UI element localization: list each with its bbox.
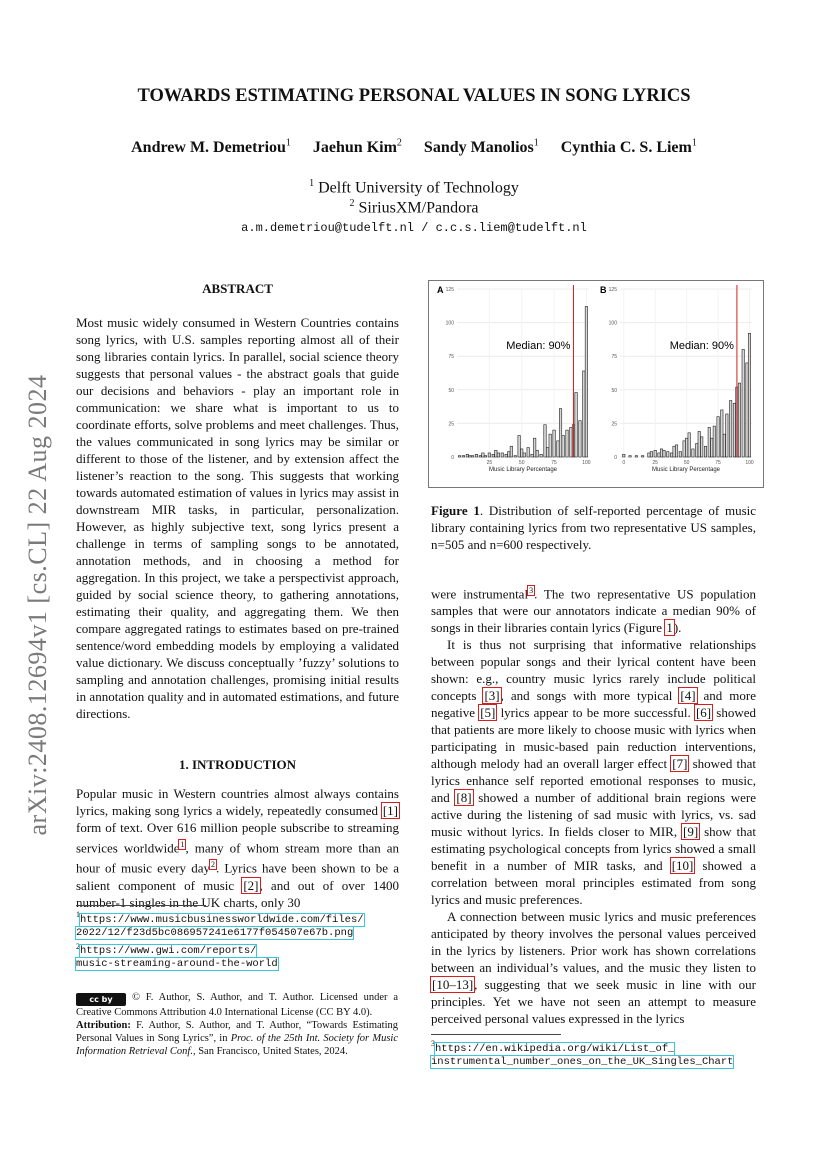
affiliation: $^2$ SiriusXM/Pandora	[349, 198, 479, 217]
bar	[688, 433, 690, 457]
bar	[698, 431, 700, 457]
footnote-link[interactable]: 2022/12/f23d5bc086957241e6177f054507e67b.png	[76, 926, 354, 939]
arxiv-sidebar	[18, 355, 58, 855]
bar	[471, 456, 473, 457]
y-tick-label: 125	[445, 287, 454, 293]
author: Sandy Manolios$^1$	[423, 138, 539, 157]
bar	[475, 454, 477, 457]
footnote-link[interactable]: music-streaming-around-the-world	[76, 958, 278, 970]
bar	[623, 454, 625, 457]
affiliation: $^1$ Delft University of Technology	[309, 178, 519, 197]
bar	[650, 452, 652, 457]
bar	[559, 409, 561, 457]
bar	[748, 333, 750, 457]
footnote: $^1$https://www.musicbusinessworldwide.com/files/ 2022/12/f23d5bc086957241e6177f054507e67b.png	[76, 910, 364, 939]
bar	[566, 430, 568, 457]
bar	[540, 454, 542, 457]
bar	[629, 456, 631, 457]
y-tick-label: 50	[611, 387, 617, 394]
author: Jaehun Kim$^2$	[312, 138, 402, 157]
author: Cynthia C. S. Liem$^1$	[560, 138, 697, 157]
y-tick-label: 75	[448, 354, 454, 361]
license-notice: cc by © F. Author, S. Author, and T. Author. Licensed under a Creative Commons Attribution 4.0 International License (CC BY 4.0). Attribution: F. Author, S. Author, and T. Author, “Towards Estimating Personal Values in Song Lyrics”, in Proc. of the 25th Int. Society for Music Information Retrieval Conf., San Francisco, United States, 2024.	[76, 992, 398, 1057]
bar	[742, 349, 744, 457]
citation-link[interactable]: [3]	[484, 688, 500, 704]
bar	[658, 453, 660, 457]
right-column	[431, 582, 756, 1027]
bar	[670, 453, 672, 457]
bar	[667, 452, 669, 457]
footnote-link[interactable]: instrumental_number_ones_on_the_UK_Singles_Chart	[431, 1055, 734, 1068]
abstract-text: Most music widely consumed in Western Countries contains song lyrics, with U.S. samples reporting almost all of their song libraries contain lyrics. In parallel, social science theory suggests that personal values - the abstract goals that guide our decisions and behaviors - play an important role in communication: we share what is important to us to coordinate efforts, solve problems and meet challenges. Thus, the values communicated in song lyrics may be similar or different to those of the listener, and by extension affect the listener’s reaction to the song. This suggests that working towards automated estimation of values in lyrics may assist in downstream MIR tasks, in particular, personalization. However, as highly subjective text, song lyrics present a challenge in terms of sampling songs to be annotated, annotation methods, and in choosing a method for aggregation. In this project, we take a perspectivist approach, guided by social science theory, to gathering annotations, estimating their quality, and aggregating them. We then compare aggregated ratings to estimates based on pre-trained sentence/word embedding models by employing a validated value dictionary. We discuss conceptually ’fuzzy’ solutions to sampling and annotation challenges, promising initial results in annotation quality and in automated estimations, and future directions.	[76, 315, 399, 721]
x-tick-label: 25	[486, 460, 493, 466]
y-tick-label: 25	[448, 421, 454, 428]
y-tick-label: 50	[448, 387, 454, 394]
bar	[635, 456, 637, 457]
bar	[520, 449, 522, 457]
bar	[579, 421, 581, 457]
bar	[531, 454, 533, 457]
bar	[717, 417, 719, 457]
bar	[546, 448, 548, 457]
bar	[685, 438, 687, 457]
x-tick-label: 50	[683, 460, 690, 466]
footnote-link[interactable]: https://www.musicbusinessworldwide.com/files/	[80, 913, 364, 926]
bar	[679, 452, 681, 457]
bar	[518, 435, 520, 457]
author-emails: a.m.demetriou@tudelft.nl / c.c.s.liem@tudelft.nl	[241, 221, 587, 235]
cc-by-badge: cc by	[76, 993, 126, 1006]
footnote-link[interactable]: https://en.wikipedia.org/wiki/List_of_	[435, 1042, 675, 1055]
citation-link[interactable]: [2]	[243, 877, 259, 893]
bar	[557, 441, 559, 457]
x-tick-label: 25	[652, 460, 658, 466]
x-tick-label: 50	[518, 460, 525, 466]
bar	[585, 306, 587, 457]
bar	[729, 401, 731, 457]
bar	[583, 371, 585, 457]
bar	[514, 456, 516, 457]
bar	[458, 456, 460, 457]
footnote-right: $^3$https://en.wikipedia.org/wiki/List_of_ instrumental_number_ones_on_the_UK_Singles_Chart	[431, 1039, 734, 1068]
bar	[508, 452, 510, 457]
bar	[553, 430, 555, 457]
bar	[462, 456, 464, 457]
abstract-heading: ABSTRACT	[202, 281, 273, 296]
bar	[536, 450, 538, 457]
bar	[488, 453, 490, 457]
citation-link[interactable]: [9]	[683, 824, 699, 840]
citation-link[interactable]: [5]	[480, 705, 496, 721]
y-tick-label: 100	[608, 320, 617, 327]
bar	[501, 453, 503, 457]
bar	[711, 438, 713, 457]
x-tick-label: 75	[551, 460, 557, 466]
bar	[746, 363, 748, 457]
x-tick-label: 75	[715, 460, 721, 466]
paper-title: TOWARDS ESTIMATING PERSONAL VALUES IN SONG LYRICS	[137, 86, 691, 106]
bar	[497, 453, 499, 457]
figure-1	[428, 280, 764, 488]
y-tick-label: 25	[611, 421, 617, 428]
x-tick-label: 100	[582, 460, 591, 466]
bar	[713, 426, 715, 457]
bar	[469, 456, 471, 457]
footnote-link[interactable]: https://www.gwi.com/reports/	[80, 945, 257, 957]
y-tick-label: 0	[614, 455, 617, 461]
bar	[495, 450, 497, 457]
bar	[482, 453, 484, 457]
figure-1-chart	[429, 281, 763, 487]
citation-link[interactable]: [10]	[671, 858, 694, 874]
bar	[505, 454, 507, 457]
bar	[683, 441, 685, 457]
paragraph: were instrumental$^3$. The two representative US population samples that were our annotators indicate a median 90% of songs in their libraries contain lyrics (Figure 1).	[431, 586, 756, 636]
footnotes-left	[76, 908, 406, 971]
citation-link[interactable]: [10–13]	[432, 977, 474, 993]
y-tick-label: 0	[451, 455, 454, 461]
footnote-rule	[76, 905, 206, 906]
bar	[675, 445, 677, 457]
bar	[544, 425, 546, 457]
bar	[641, 456, 643, 457]
bar	[479, 456, 481, 457]
x-axis-label: Music Library Percentage	[488, 467, 558, 473]
footnote: $^2$https://www.gwi.com/reports/ music-streaming-around-the-world	[76, 941, 278, 970]
median-annotation: Median: 90%	[506, 340, 571, 353]
citation-link[interactable]: [1]	[382, 803, 398, 818]
bar	[660, 449, 662, 457]
x-tick-label: 0	[622, 460, 626, 466]
x-tick-label: 100	[745, 460, 754, 466]
median-annotation: Median: 90%	[669, 340, 734, 353]
footnote-marker[interactable]: 1	[180, 840, 185, 849]
intro-paragraph: Popular music in Western countries almost always contains lyrics, making song lyrics a widely, repeatedly consumed [1] form of text. Over 616 million people subscribe to streaming services worldwide$^1$, many of whom stream more than an hour of music every day$^2$. Lyrics have been shown to be a salient component of music [2], and out of over 1400 number-1 singles in the UK charts, only 30	[76, 786, 400, 910]
bar	[701, 437, 703, 457]
author: Andrew M. Demetriou$^1$	[131, 138, 291, 157]
citation-link[interactable]: [7]	[672, 756, 688, 772]
paragraph: It is thus not surprising that informative relationships between popular songs and their lyrical content have been shown: e.g., country music lyrics rarely include political concepts [3], and songs with more typical [4] and more negative [5] lyrics appear to be more successful. [6] showed that patients are more likely to choose music with lyrics when participating in music-based pain reduction interventions, although melody had an overall larger effect [7] showed that lyrics enhance self reported emotional responses to music, and [8] showed a number of additional brain regions were active during the listening of sad music with lyrics, vs. sad music without lyrics. In fields closer to MIR, [9] show that estimating psychological concepts from lyrics showed a small benefit in a number of MIR tasks, and [10] showed a correlation between moral principles estimated from song lyrics and music preferences.	[431, 637, 757, 908]
y-tick-label: 75	[611, 354, 617, 361]
bar	[484, 456, 486, 457]
bar	[723, 434, 725, 457]
paragraph: A connection between music lyrics and music preferences anticipated by theory involves the personal values perceived in the lyrics by listeners. Prior work has shown correlations between an individual’s values, and the music they listen to [10–13], suggesting that we seek music in line with our principles. Yet we have not seen an attempt to measure perceived personal values expressed in the lyrics	[431, 909, 756, 1027]
bar	[492, 454, 494, 457]
bar	[695, 444, 697, 457]
citation-link[interactable]: [6]	[695, 705, 712, 721]
arxiv-id: arXiv:2408.12694v1 [cs.CL] 22 Aug 2024	[23, 374, 52, 836]
footnote-rule	[431, 1034, 561, 1035]
bar	[708, 427, 710, 457]
bar	[510, 446, 512, 457]
citation-link[interactable]: [4]	[680, 688, 696, 704]
x-axis-label: Music Library Percentage	[651, 467, 721, 473]
bar	[466, 454, 468, 457]
bar	[726, 414, 728, 457]
bar	[733, 403, 735, 457]
bar	[692, 449, 694, 457]
figure-caption: Figure 1. Distribution of self-reported percentage of music library containing lyrics from two representative US samples, n=505 and n=600 respectively.	[431, 503, 757, 552]
bar	[663, 450, 665, 457]
panel-label: B	[600, 285, 607, 295]
footnote-marker[interactable]: 2	[210, 860, 215, 870]
bar	[570, 427, 572, 457]
bar	[527, 448, 529, 457]
bar	[523, 453, 525, 457]
bar	[575, 392, 577, 457]
footnote-marker[interactable]: 3	[529, 586, 534, 595]
left-column	[76, 280, 399, 911]
y-tick-label: 125	[608, 287, 617, 293]
bar	[721, 410, 723, 457]
citation-link[interactable]: [8]	[456, 790, 472, 806]
bar	[533, 438, 535, 457]
bar	[648, 453, 650, 457]
bar	[654, 450, 656, 457]
bar	[738, 383, 740, 457]
author-list	[0, 138, 828, 157]
intro-heading: 1. INTRODUCTION	[178, 757, 296, 772]
bar	[549, 434, 551, 457]
figure-link[interactable]: 1	[666, 620, 673, 636]
bar	[562, 435, 564, 457]
panel-label: A	[437, 285, 444, 295]
bar	[673, 446, 675, 457]
y-tick-label: 100	[445, 320, 454, 327]
bar	[704, 446, 706, 457]
